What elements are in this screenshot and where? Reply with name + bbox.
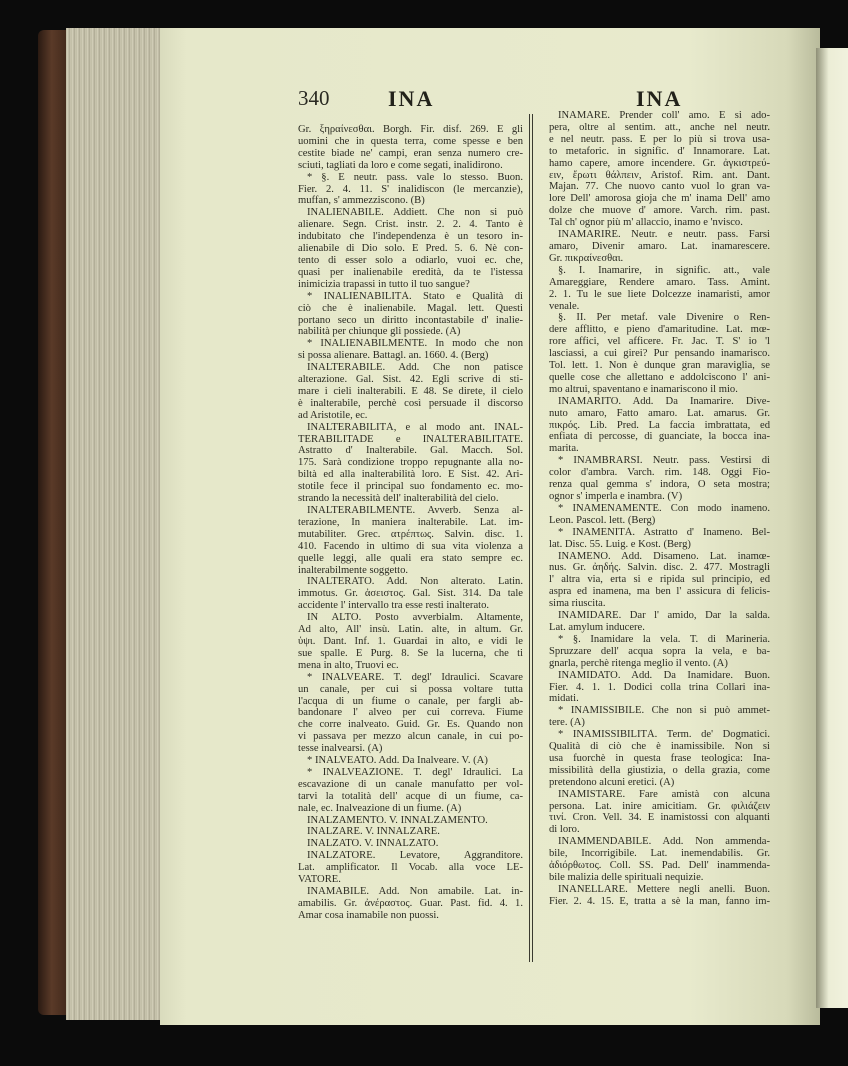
text-line: biltà ed alla inalterabilità loro. E Sist. 42. Ari-: [298, 469, 523, 481]
text-line: * INALVEATO. Add. Da Inalveare. V. (A): [307, 755, 488, 767]
text-line: si possa alienare. Battagl. an. 1660. 4. (Berg): [298, 350, 489, 362]
text-line: e nel neutr. pass. E per lo più si trova usa-: [549, 133, 770, 145]
text-line: ὑψι. Dant. Inf. 1. Guardai in alto, e vidi le: [298, 635, 523, 647]
text-line: Tal ch' ognor più m' allaccio, inamo e 'nvisco.: [549, 217, 743, 229]
text-line: INALZAMENTO. V. INNALZAMENTO.: [307, 814, 488, 826]
left-column: [298, 124, 523, 922]
text-line: INALIENABILE. Addiett. Che non si può: [307, 207, 523, 219]
text-line: è inalterabile, perchè così persuade il discorso: [298, 397, 523, 409]
text-line: VATORE.: [298, 874, 341, 886]
text-line: dolze che muove d' amore. Varch. rim. past.: [549, 205, 770, 217]
text-line: amabilis. Gr. ἀνέραστος. Guar. Past. fid. 4. 1.: [298, 897, 523, 909]
text-line: pera, oltre al sentim. att., anche nel neutr.: [549, 121, 770, 133]
text-line: immotus. Gr. ἀσειστος. Gal. Sist. 314. Da tale: [298, 588, 523, 600]
text-line: INALZATO. V. INNALZATO.: [307, 838, 439, 850]
page-edges: [66, 28, 166, 1020]
text-line: mutabiliter. Grec. ατρέπτως. Salvin. disc. 1.: [298, 528, 523, 540]
text-line: vi passava per mezzo alcun canale, in cui po-: [298, 731, 523, 743]
text-line: nuto amaro, Fatto amaro. Lat. amarus. Gr.: [549, 407, 770, 419]
text-line: Spruzzare dell' acqua sopra la vela, e ba-: [549, 645, 770, 657]
text-line: nus. Gr. ἀηδής. Salvin. disc. 2. 477. Mostragli: [549, 562, 770, 574]
text-line: aspra ed inamena, ma ben l' assicura di felicis-: [549, 586, 770, 598]
text-line: di loro.: [549, 824, 580, 836]
text-line: tarvi la totalità dell' acque di un fiume, ca-: [298, 790, 523, 802]
text-line: nale, ec. Inalveazione di un fiume. (A): [298, 802, 462, 814]
text-line: INAMIDARE. Dar l' amido, Dar la salda.: [558, 610, 770, 622]
text-line: inimicizia trapassi in tutto il tuo sangue?: [298, 278, 470, 290]
text-line: Qualità di ciò che è inamissibile. Non si: [549, 741, 770, 753]
text-line: usa fuorchè in questa frase teologica: Ina-: [549, 752, 770, 764]
left-running-head: INA: [388, 86, 435, 111]
right-column: [549, 110, 770, 908]
text-line: mena in alto, Truovi ec.: [298, 659, 399, 671]
text-line: nabilità per chiunque gli possiede. (A): [298, 326, 461, 338]
text-line: lasciassi, a cui girei? Pur pensando inamarisco.: [549, 348, 770, 360]
text-line: * INAMISSIBILITÀ. Term. de' Dogmatici.: [558, 729, 770, 741]
text-line: pretendono alcuni eretici. (A): [549, 776, 675, 788]
text-line: TERABILITADE e INALTERABILITATE.: [298, 433, 523, 445]
text-line: tesse inalvearsi. (A): [298, 743, 383, 755]
text-line: gnarla, perchè ritenga meglio il vento. (A): [549, 657, 728, 669]
text-line: Majan. 77. Che nuovo canto vuol lo gran va-: [549, 181, 770, 193]
text-line: * §. Inamidare la vela. T. di Marineria.: [558, 633, 770, 645]
text-line: * INALIENABILMENTE. In modo che non: [307, 338, 523, 350]
text-line: sciuti, tagliati da loro e come segati, inalidirono.: [298, 159, 503, 171]
text-line: midati.: [549, 693, 579, 705]
text-line: 175. Sarà condizione troppo repugnante alla no-: [298, 457, 523, 469]
text-line: l' altra via, erta si e ripida sul principio, ed: [549, 574, 770, 586]
text-line: accidente l' intervallo tra esse resti inalterato.: [298, 600, 490, 612]
page-number: 340: [298, 86, 330, 110]
text-line: strando la necessità dell' inalterabilità del cielo.: [298, 493, 499, 505]
text-line: INALTERABILITÀ, e al modo ant. INAL-: [307, 421, 523, 433]
text-line: INALTERABILE. Add. Che non patisce: [307, 362, 523, 374]
text-line: Astratto d' Inalterabile. Gal. Macch. Sol.: [298, 445, 523, 457]
text-line: to metaforic. in signific. d' Innamorare. Lat.: [549, 145, 770, 157]
text-line: INALZATORE. Levatore, Aggranditore.: [307, 850, 523, 862]
text-line: ciò che è inalienabile. Magal. lett. Questi: [298, 302, 523, 314]
text-line: rore affici, vel afficere. Fr. Jac. T. S' io 'l: [549, 336, 770, 348]
text-line: color d'ambra. Varch. rim. 148. Oggi Fio-: [549, 467, 770, 479]
text-line: venale.: [549, 300, 580, 312]
text-line: Fier. 2. 4. 11. S' inalidiscon (le mercanzie),: [298, 183, 523, 195]
text-line: quasi per inalienabile eredità, da te l'istessa: [298, 266, 523, 278]
text-line: inalterabilmente soggetto.: [298, 564, 409, 576]
text-line: INALZARE. V. INNALZARE.: [307, 826, 440, 838]
text-line: Gr. ξηραίνεσθαι. Borgh. Fir. disf. 269. E gli: [298, 124, 523, 135]
text-line: bile malizia delle spirituali nequizie.: [549, 872, 704, 883]
text-line: ognor s' imperla e inambra. (V): [549, 491, 683, 502]
text-line: sue spalle. E Purg. 8. Se la lucerna, che ti: [298, 647, 523, 659]
text-line: quelle cose che allettano e addolciscono l' ani-: [549, 371, 770, 383]
text-line: tere. (A): [549, 717, 585, 729]
text-line: INAMIDATO. Add. Da Inamidare. Buon.: [558, 669, 770, 681]
text-line: alienare. Segn. Crist. instr. 2. 2. 4. Tanto è: [298, 219, 523, 231]
text-line: muffan, s' ammezziscono. (B): [298, 195, 425, 207]
text-line: Lat. amplificator. Il Vocab. alla voce LE-: [298, 862, 523, 874]
text-line: enfiata di percosse, di guanciate, la bocca ina-: [549, 431, 770, 443]
text-line: Lat. amylum inducere.: [549, 621, 645, 633]
text-line: * §. E neutr. pass. vale lo stesso. Buon.: [307, 171, 523, 183]
column-rule: [529, 114, 533, 962]
text-line: l'acqua di un fiume o canale, per fargli ab-: [298, 695, 523, 707]
text-line: hamo capere, amore incendere. Gr. ἀγκιστρεύ-: [549, 157, 770, 169]
text-line: INAMISTARE. Fare amistà con alcuna: [558, 788, 770, 800]
text-line: ἀδιόρθωτος. Coll. SS. Pad. Dell' inammenda-: [549, 860, 770, 872]
text-line: tento di esser solo a odiarlo, vuoi ec. che,: [298, 254, 523, 266]
text-line: * INALIENABILITÀ. Stato e Qualità di: [307, 290, 523, 302]
text-line: uomini che in questa terra, come spesse e ben: [298, 135, 523, 147]
text-line: alterazione. Gal. Sist. 42. Egli scrive di sti-: [298, 374, 523, 386]
text-line: terazione, In maniera inalterabile. Lat. im-: [298, 516, 523, 528]
text-line: Fier. 2. 4. 15. E, tratta a sè la man, fanno im-: [549, 895, 770, 907]
text-line: indubitato che l'independenza è un tesoro in-: [298, 231, 523, 243]
text-line: renza qual gemma s' indora, O seta mostra;: [549, 479, 770, 491]
text-line: INAMMENDABILE. Add. Non ammenda-: [558, 836, 770, 848]
text-line: missibilità della giustizia, o della grazia, come: [549, 764, 770, 776]
text-line: INALTERABILMENTE. Avverb. Senza al-: [307, 505, 523, 516]
text-line: Amar cosa inamabile non puossi.: [298, 909, 439, 921]
text-line: quelle leggi, alle quali era stato sempre ec.: [298, 552, 523, 564]
text-line: Tol. lett. 1. Non è dunque gran maraviglia, se: [549, 360, 770, 372]
text-line: sima riuscita.: [549, 598, 606, 610]
text-line: bile, Incorrigibile. Lat. inemendabilis. Gr.: [549, 848, 770, 860]
text-line: amaro, Divenir amaro. Lat. inamarescere.: [549, 240, 770, 252]
text-line: INAMARE. Prender coll' amo. E si ado-: [558, 110, 770, 121]
text-line: §. I. Inamarire, in signific. att., vale: [558, 264, 770, 276]
text-line: πικρός. Lib. Pred. La faccia imbrattata, ed: [549, 419, 770, 431]
text-line: * INALVEAZIONE. T. degl' Idraulici. La: [307, 766, 523, 778]
text-line: 2. 1. Tu le sue liete Dolcezze inamaristi, amor: [549, 288, 770, 300]
text-line: INANELLARE. Mettere negli anelli. Buon.: [558, 883, 770, 895]
text-line: INAMARITO. Add. Da Inamarire. Dive-: [558, 395, 770, 407]
text-line: Fier. 4. 1. 1. Dodici colla trina Collari ina-: [549, 681, 770, 693]
text-line: un canale, per cui si possa voltare tutta: [298, 683, 523, 695]
text-line: Gr. πικραίνεσθαι.: [549, 252, 624, 264]
text-line: INAMARIRE. Neutr. e neutr. pass. Farsi: [558, 229, 770, 241]
text-line: che corre inalveato. Guid. Gr. Es. Quando non: [298, 719, 523, 731]
text-line: INAMABILE. Add. Non amabile. Lat. in-: [307, 886, 523, 897]
text-line: 410. Facendo in ultimo di sua vita violenza a: [298, 540, 523, 552]
text-line: mare i cieli inalterabili. E 48. Se direte, il cielo: [298, 385, 523, 397]
text-line: INALTERATO. Add. Non alterato. Latin.: [307, 576, 523, 588]
text-line: cestite biade ne' campi, eran senza numero cre-: [298, 147, 523, 159]
text-line: Ad alto, All' insù. Latin. alte, in altum. Gr.: [298, 624, 523, 636]
text-line: §. II. Per metaf. vale Divenire o Ren-: [558, 312, 770, 324]
text-line: * INAMISSIBILE. Che non si può ammet-: [558, 705, 770, 717]
facing-page-edge: [816, 48, 848, 1008]
text-line: mo altrui, spaventano e inamariscono il mio.: [549, 383, 738, 395]
text-line: * INAMBRARSI. Neutr. pass. Vestirsi di: [558, 455, 770, 467]
right-running-head: INA: [636, 86, 683, 111]
text-line: Amareggiare, Rendere amaro. Tass. Amint.: [549, 276, 770, 288]
text-line: * INAMENAMENTE. Con modo inameno.: [558, 502, 770, 514]
text-line: dere afflitto, e pieno d'amaritudine. Lat. mœ-: [549, 324, 770, 336]
text-line: Leon. Pascol. lett. (Berg): [549, 514, 656, 526]
text-line: * INAMENITÀ. Astratto d' Inameno. Bel-: [558, 526, 770, 538]
text-line: ειν, ἔρωτι θάλπειν, Aristof. Rim. ant. Dant.: [549, 169, 770, 181]
text-line: INAMENO. Add. Disameno. Lat. inamœ-: [558, 550, 770, 562]
text-line: lat. Disc. 55. Luig. e Kost. (Berg): [549, 538, 691, 550]
text-line: persona. Lat. inire amicitiam. Gr. φιλιάζειν: [549, 800, 770, 812]
text-line: τινί. Cron. Vell. 34. E inamistossi con alquanti: [549, 812, 770, 824]
text-line: alienabile di Dio solo. E Pred. 5. 6. Nè con-: [298, 243, 523, 255]
text-line: escavazione di un canale manufatto per vol-: [298, 778, 523, 790]
text-line: IN ALTO. Posto avverbialm. Altamente,: [307, 612, 523, 624]
text-line: lore Dell' amorosa gioja che m' inama Dell' amo: [549, 193, 770, 205]
text-line: marita.: [549, 443, 579, 455]
text-line: * INALVEARE. T. degl' Idraulici. Scavare: [307, 671, 523, 683]
text-line: portano seco un diritto incontastabile d' inalie-: [298, 314, 523, 326]
text-line: ad Aristotile, ec.: [298, 409, 368, 421]
text-line: stotile fece il principal suo fondamento ec. mo-: [298, 481, 523, 493]
text-line: bandonare l' alveo per cui correva. Fiume: [298, 707, 523, 719]
